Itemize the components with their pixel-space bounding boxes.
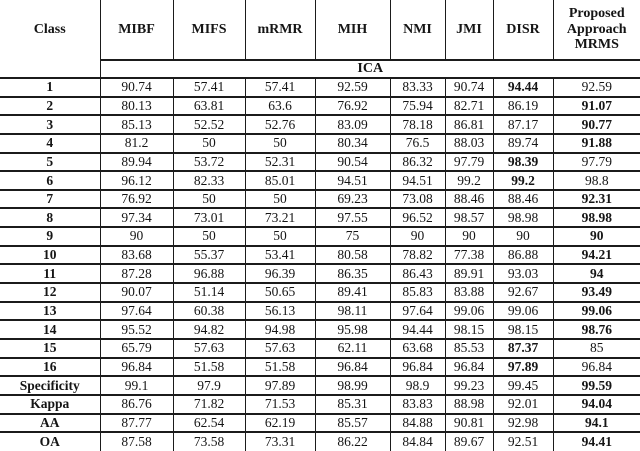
table-row <box>0 339 640 358</box>
table-cell: 90.74 <box>445 78 493 97</box>
table-cell: 56.13 <box>245 302 315 321</box>
row-label: 1 <box>0 78 100 97</box>
table-row <box>0 115 640 134</box>
table-cell: 94 <box>553 264 640 283</box>
table-cell: 86.81 <box>445 115 493 134</box>
row-label: AA <box>0 414 100 433</box>
table-row <box>0 358 640 377</box>
table-cell: 87.28 <box>100 264 173 283</box>
table-cell: 99.59 <box>553 376 640 395</box>
table-cell: 94.82 <box>173 320 245 339</box>
row-label: 8 <box>0 208 100 227</box>
table-cell: 63.81 <box>173 97 245 116</box>
table-cell: 95.98 <box>315 320 390 339</box>
table-row <box>0 264 640 283</box>
table-row <box>0 320 640 339</box>
column-header-class: Class <box>0 0 100 78</box>
table-cell: 87.17 <box>493 115 553 134</box>
table-cell: 65.79 <box>100 339 173 358</box>
table-cell: 90 <box>553 227 640 246</box>
table-cell: 94.41 <box>553 432 640 451</box>
table-cell: 78.82 <box>390 246 445 265</box>
table-cell: 99.45 <box>493 376 553 395</box>
table-row <box>0 227 640 246</box>
table-cell: 73.21 <box>245 208 315 227</box>
table-cell: 92.98 <box>493 414 553 433</box>
table-cell: 50.65 <box>245 283 315 302</box>
row-label: 12 <box>0 283 100 302</box>
table-cell: 84.88 <box>390 414 445 433</box>
table-cell: 90.74 <box>100 78 173 97</box>
table-cell: 63.6 <box>245 97 315 116</box>
table-cell: 98.11 <box>315 302 390 321</box>
table-cell: 99.2 <box>493 171 553 190</box>
table-cell: 98.98 <box>553 208 640 227</box>
table-cell: 98.39 <box>493 153 553 172</box>
table-cell: 94.51 <box>390 171 445 190</box>
column-header-proposed-approach-mrms: Proposed Approach MRMS <box>553 0 640 60</box>
table-cell: 98.15 <box>445 320 493 339</box>
table-row <box>0 283 640 302</box>
table-cell: 89.67 <box>445 432 493 451</box>
table-cell: 82.33 <box>173 171 245 190</box>
row-label: 16 <box>0 358 100 377</box>
table-cell: 73.01 <box>173 208 245 227</box>
table-cell: 57.41 <box>173 78 245 97</box>
header-row <box>0 0 640 60</box>
table-cell: 90 <box>493 227 553 246</box>
table-cell: 90 <box>100 227 173 246</box>
table-cell: 98.9 <box>390 376 445 395</box>
table-cell: 83.88 <box>445 283 493 302</box>
table-cell: 85.31 <box>315 395 390 414</box>
table-cell: 52.31 <box>245 153 315 172</box>
table-cell: 80.34 <box>315 134 390 153</box>
table-cell: 57.41 <box>245 78 315 97</box>
table-cell: 50 <box>245 227 315 246</box>
row-label: 6 <box>0 171 100 190</box>
table-cell: 76.92 <box>315 97 390 116</box>
table-row <box>0 153 640 172</box>
table-cell: 92.01 <box>493 395 553 414</box>
row-label: Specificity <box>0 376 100 395</box>
table-cell: 93.49 <box>553 283 640 302</box>
table-cell: 96.84 <box>100 358 173 377</box>
table-cell: 83.33 <box>390 78 445 97</box>
table-cell: 97.9 <box>173 376 245 395</box>
table-cell: 83.83 <box>390 395 445 414</box>
table-row <box>0 414 640 433</box>
table-cell: 98.98 <box>493 208 553 227</box>
table-cell: 71.53 <box>245 395 315 414</box>
table-cell: 88.46 <box>445 190 493 209</box>
table-cell: 96.12 <box>100 171 173 190</box>
table-row <box>0 78 640 97</box>
table-cell: 83.09 <box>315 115 390 134</box>
column-header-nmi: NMI <box>390 0 445 60</box>
table-cell: 52.76 <box>245 115 315 134</box>
table-cell: 69.23 <box>315 190 390 209</box>
column-header-mibf: MIBF <box>100 0 173 60</box>
table-cell: 96.52 <box>390 208 445 227</box>
table-cell: 97.64 <box>390 302 445 321</box>
table-cell: 97.64 <box>100 302 173 321</box>
table-cell: 77.38 <box>445 246 493 265</box>
table-cell: 53.41 <box>245 246 315 265</box>
row-label: 14 <box>0 320 100 339</box>
table-cell: 50 <box>173 134 245 153</box>
table-cell: 96.84 <box>390 358 445 377</box>
table-cell: 97.79 <box>553 153 640 172</box>
table-cell: 85.01 <box>245 171 315 190</box>
table-cell: 95.52 <box>100 320 173 339</box>
table-cell: 97.79 <box>445 153 493 172</box>
table-cell: 87.37 <box>493 339 553 358</box>
table-cell: 99.2 <box>445 171 493 190</box>
table-cell: 88.98 <box>445 395 493 414</box>
table-cell: 98.57 <box>445 208 493 227</box>
table-cell: 99.06 <box>445 302 493 321</box>
table-cell: 80.13 <box>100 97 173 116</box>
table-cell: 84.84 <box>390 432 445 451</box>
table-cell: 90.54 <box>315 153 390 172</box>
table-cell: 50 <box>173 190 245 209</box>
column-header-disr: DISR <box>493 0 553 60</box>
table-cell: 51.58 <box>173 358 245 377</box>
table-cell: 91.07 <box>553 97 640 116</box>
table-cell: 89.91 <box>445 264 493 283</box>
table-cell: 98.8 <box>553 171 640 190</box>
table-cell: 85 <box>553 339 640 358</box>
table-cell: 52.52 <box>173 115 245 134</box>
table-cell: 94.1 <box>553 414 640 433</box>
table-cell: 87.58 <box>100 432 173 451</box>
table-cell: 89.94 <box>100 153 173 172</box>
table-cell: 51.14 <box>173 283 245 302</box>
table-cell: 97.89 <box>493 358 553 377</box>
table-cell: 86.19 <box>493 97 553 116</box>
table-cell: 51.58 <box>245 358 315 377</box>
row-label: 11 <box>0 264 100 283</box>
table-cell: 86.32 <box>390 153 445 172</box>
table-header <box>0 0 640 78</box>
column-header-mifs: MIFS <box>173 0 245 60</box>
table-cell: 62.11 <box>315 339 390 358</box>
table-cell: 86.22 <box>315 432 390 451</box>
table-cell: 99.06 <box>553 302 640 321</box>
table-cell: 97.55 <box>315 208 390 227</box>
table-cell: 96.88 <box>173 264 245 283</box>
table-cell: 92.59 <box>553 78 640 97</box>
table-row <box>0 208 640 227</box>
table-cell: 86.88 <box>493 246 553 265</box>
table-cell: 75 <box>315 227 390 246</box>
row-label: Kappa <box>0 395 100 414</box>
table-cell: 97.34 <box>100 208 173 227</box>
table-cell: 89.74 <box>493 134 553 153</box>
table-row <box>0 395 640 414</box>
row-label: 10 <box>0 246 100 265</box>
table-cell: 63.68 <box>390 339 445 358</box>
table-cell: 98.15 <box>493 320 553 339</box>
table-cell: 90 <box>390 227 445 246</box>
column-header-mih: MIH <box>315 0 390 60</box>
row-label: 7 <box>0 190 100 209</box>
table-cell: 85.53 <box>445 339 493 358</box>
table-cell: 85.13 <box>100 115 173 134</box>
table-cell: 50 <box>245 190 315 209</box>
table-cell: 76.92 <box>100 190 173 209</box>
table-cell: 83.68 <box>100 246 173 265</box>
table-cell: 71.82 <box>173 395 245 414</box>
table-cell: 90.81 <box>445 414 493 433</box>
table-cell: 75.94 <box>390 97 445 116</box>
row-label: 15 <box>0 339 100 358</box>
table-cell: 98.99 <box>315 376 390 395</box>
table-cell: 94.21 <box>553 246 640 265</box>
table-cell: 82.71 <box>445 97 493 116</box>
table-row <box>0 432 640 451</box>
table-cell: 85.83 <box>390 283 445 302</box>
table-cell: 99.1 <box>100 376 173 395</box>
table-cell: 96.84 <box>445 358 493 377</box>
table-cell: 96.84 <box>315 358 390 377</box>
row-label: 4 <box>0 134 100 153</box>
table-body <box>0 78 640 451</box>
table-cell: 50 <box>173 227 245 246</box>
table-cell: 57.63 <box>173 339 245 358</box>
table-cell: 57.63 <box>245 339 315 358</box>
table-cell: 62.19 <box>245 414 315 433</box>
table-cell: 53.72 <box>173 153 245 172</box>
table-row <box>0 190 640 209</box>
column-header-jmi: JMI <box>445 0 493 60</box>
table-cell: 96.39 <box>245 264 315 283</box>
row-label: OA <box>0 432 100 451</box>
table-cell: 81.2 <box>100 134 173 153</box>
table-cell: 87.77 <box>100 414 173 433</box>
table-cell: 94.04 <box>553 395 640 414</box>
table-cell: 94.44 <box>390 320 445 339</box>
table-cell: 50 <box>245 134 315 153</box>
table-row <box>0 376 640 395</box>
row-label: 13 <box>0 302 100 321</box>
table-cell: 99.23 <box>445 376 493 395</box>
column-header-mrmr: mRMR <box>245 0 315 60</box>
table-cell: 73.08 <box>390 190 445 209</box>
table-cell: 76.5 <box>390 134 445 153</box>
table-row <box>0 171 640 190</box>
row-label: 3 <box>0 115 100 134</box>
table-cell: 94.44 <box>493 78 553 97</box>
table-cell: 98.76 <box>553 320 640 339</box>
table-cell: 94.51 <box>315 171 390 190</box>
table-cell: 91.88 <box>553 134 640 153</box>
table-cell: 90.77 <box>553 115 640 134</box>
table-cell: 60.38 <box>173 302 245 321</box>
table-cell: 92.59 <box>315 78 390 97</box>
table-cell: 99.06 <box>493 302 553 321</box>
table-cell: 96.84 <box>553 358 640 377</box>
table-cell: 80.58 <box>315 246 390 265</box>
row-label: 9 <box>0 227 100 246</box>
table-cell: 97.89 <box>245 376 315 395</box>
table-cell: 55.37 <box>173 246 245 265</box>
table-cell: 93.03 <box>493 264 553 283</box>
table-cell: 73.58 <box>173 432 245 451</box>
table-cell: 90.07 <box>100 283 173 302</box>
table-cell: 86.35 <box>315 264 390 283</box>
table-cell: 88.46 <box>493 190 553 209</box>
table-cell: 86.43 <box>390 264 445 283</box>
table-cell: 73.31 <box>245 432 315 451</box>
table-cell: 86.76 <box>100 395 173 414</box>
table-cell: 90 <box>445 227 493 246</box>
table-cell: 92.31 <box>553 190 640 209</box>
table-cell: 92.51 <box>493 432 553 451</box>
table-row <box>0 302 640 321</box>
table-row <box>0 97 640 116</box>
table-cell: 85.57 <box>315 414 390 433</box>
group-header-ica: ICA <box>100 60 640 78</box>
table-row <box>0 134 640 153</box>
row-label: 2 <box>0 97 100 116</box>
table-cell: 94.98 <box>245 320 315 339</box>
table-cell: 88.03 <box>445 134 493 153</box>
table-cell: 89.41 <box>315 283 390 302</box>
table-row <box>0 246 640 265</box>
table-cell: 78.18 <box>390 115 445 134</box>
row-label: 5 <box>0 153 100 172</box>
table-cell: 62.54 <box>173 414 245 433</box>
table-cell: 92.67 <box>493 283 553 302</box>
